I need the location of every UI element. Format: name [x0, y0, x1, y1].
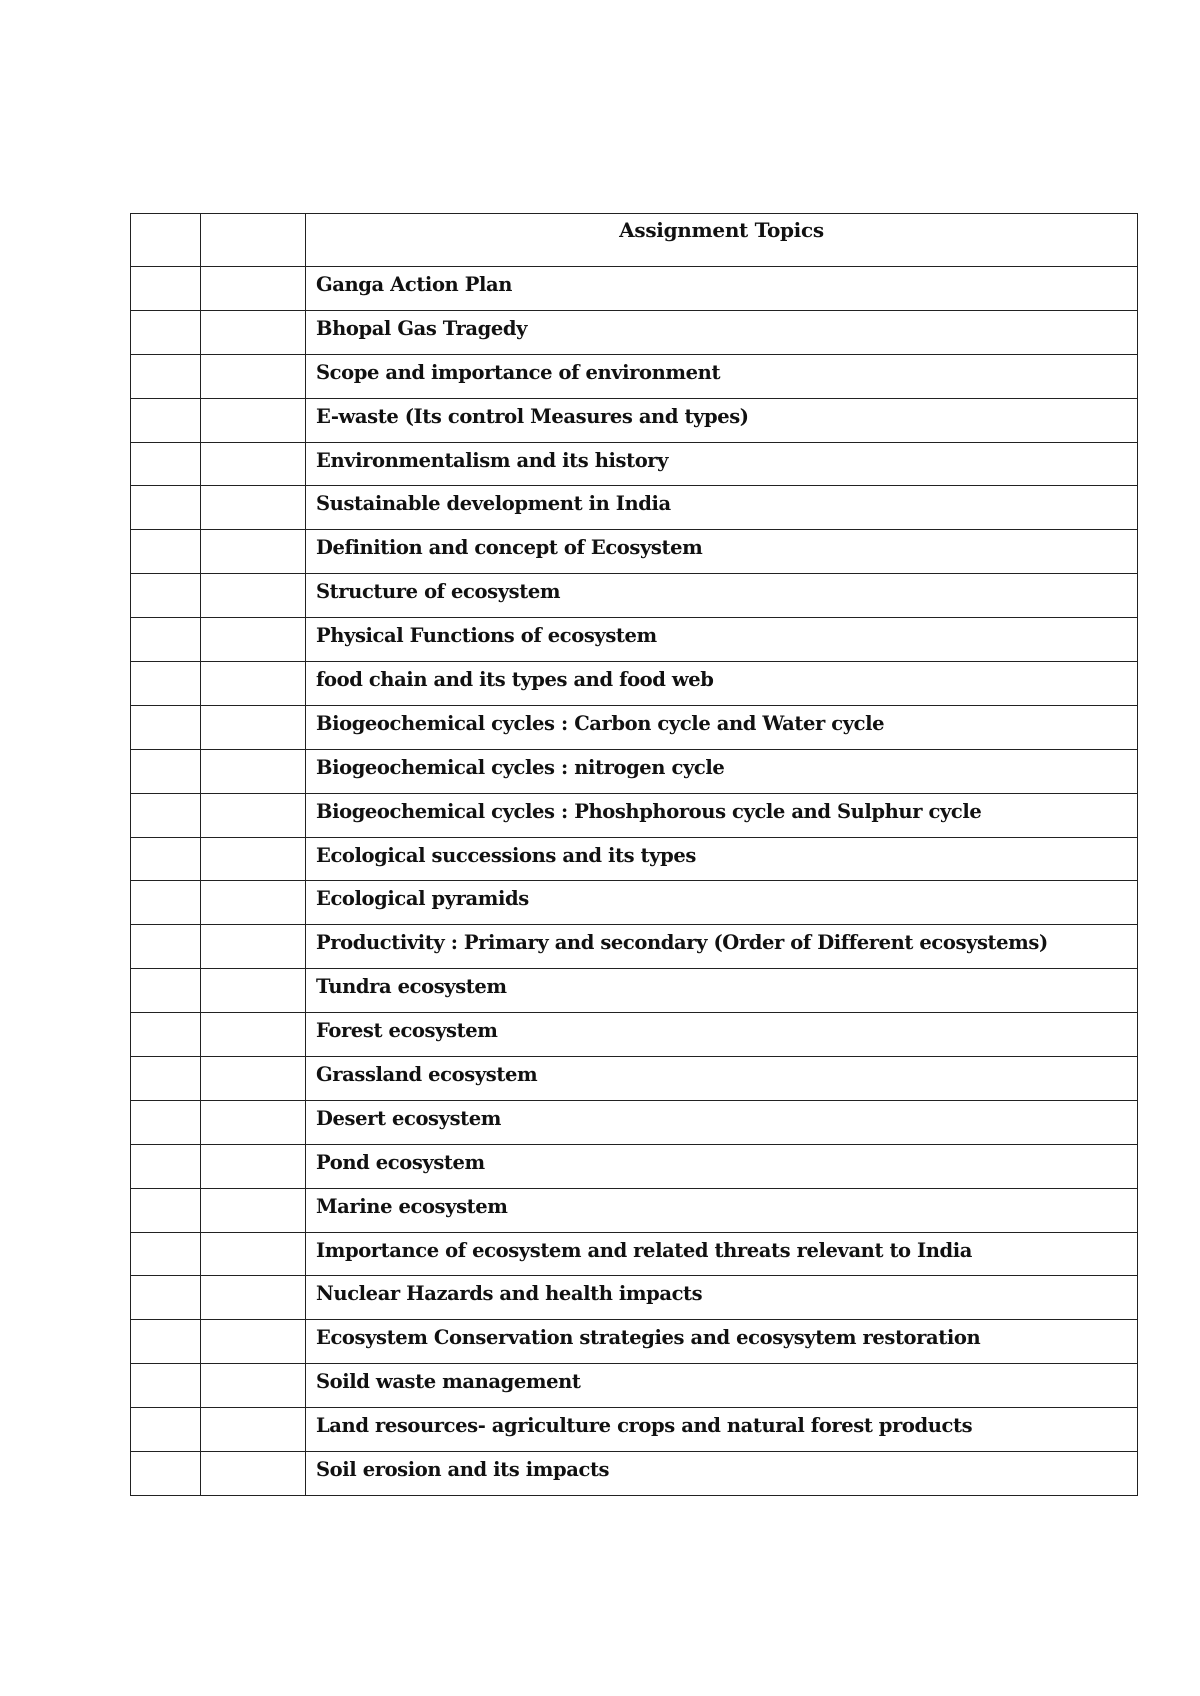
- table-row: [131, 749, 1138, 793]
- empty-cell: [131, 1232, 201, 1276]
- topic-text: Ecological successions and its types: [316, 843, 696, 867]
- empty-cell: [201, 1364, 306, 1408]
- table-row: [131, 1188, 1138, 1232]
- empty-cell: [201, 969, 306, 1013]
- table-row: [131, 881, 1138, 925]
- empty-cell: [201, 1276, 306, 1320]
- topic-text: Biogeochemical cycles : nitrogen cycle: [316, 755, 725, 779]
- empty-cell: [201, 486, 306, 530]
- topic-cell: [306, 354, 1138, 398]
- topic-cell: [306, 267, 1138, 311]
- topic-text: Scope and importance of environment: [316, 360, 721, 384]
- empty-cell: [201, 618, 306, 662]
- empty-cell: [201, 749, 306, 793]
- topic-cell: [306, 398, 1138, 442]
- topic-cell: [306, 1320, 1138, 1364]
- empty-cell: [201, 398, 306, 442]
- empty-cell: [201, 442, 306, 486]
- table-row: [131, 837, 1138, 881]
- topic-cell: [306, 1408, 1138, 1452]
- table-row: [131, 442, 1138, 486]
- empty-cell: [131, 925, 201, 969]
- topic-text: Tundra ecosystem: [316, 975, 507, 999]
- empty-cell: [131, 398, 201, 442]
- topic-text: Forest ecosystem: [316, 1019, 498, 1043]
- topic-text: Definition and concept of Ecosystem: [316, 536, 703, 560]
- topic-cell: [306, 793, 1138, 837]
- topic-text: Productivity : Primary and secondary (Order of Different ecosystems): [316, 931, 1048, 955]
- table-row: [131, 1408, 1138, 1452]
- topic-text: Soild waste management: [316, 1370, 581, 1394]
- table-row: [131, 1364, 1138, 1408]
- empty-cell: [201, 662, 306, 706]
- empty-cell: [201, 705, 306, 749]
- topic-cell: [306, 1013, 1138, 1057]
- table-row: [131, 1100, 1138, 1144]
- topic-cell: [306, 1276, 1138, 1320]
- topic-text: Environmentalism and its history: [316, 448, 669, 472]
- table-row: [131, 1452, 1138, 1496]
- topic-text: Marine ecosystem: [316, 1194, 508, 1218]
- table-row: [131, 1013, 1138, 1057]
- empty-cell: [201, 354, 306, 398]
- table-row: [131, 1144, 1138, 1188]
- empty-cell: [131, 837, 201, 881]
- topic-cell: [306, 1144, 1138, 1188]
- empty-cell: [201, 574, 306, 618]
- empty-cell: [201, 1232, 306, 1276]
- topic-text: Importance of ecosystem and related threats relevant to India: [316, 1238, 973, 1262]
- table-row: [131, 530, 1138, 574]
- topic-cell: [306, 881, 1138, 925]
- empty-cell: [201, 214, 306, 267]
- empty-cell: [131, 1100, 201, 1144]
- empty-cell: [201, 1320, 306, 1364]
- topic-cell: [306, 618, 1138, 662]
- empty-cell: [201, 1188, 306, 1232]
- topic-text: Pond ecosystem: [316, 1150, 485, 1174]
- topic-text: Sustainable development in India: [316, 492, 671, 516]
- table-row: [131, 486, 1138, 530]
- empty-cell: [201, 1452, 306, 1496]
- empty-cell: [201, 1013, 306, 1057]
- topic-text: food chain and its types and food web: [316, 668, 714, 692]
- empty-cell: [131, 662, 201, 706]
- topic-text: Ecological pyramids: [316, 887, 529, 911]
- empty-cell: [201, 793, 306, 837]
- empty-cell: [131, 1408, 201, 1452]
- table-row: [131, 925, 1138, 969]
- table-row: [131, 1276, 1138, 1320]
- empty-cell: [131, 530, 201, 574]
- topic-cell: [306, 530, 1138, 574]
- topic-cell: [306, 705, 1138, 749]
- topic-cell: [306, 310, 1138, 354]
- topic-cell: [306, 749, 1138, 793]
- table-row: [131, 354, 1138, 398]
- empty-cell: [131, 793, 201, 837]
- topic-cell: [306, 925, 1138, 969]
- empty-cell: [131, 214, 201, 267]
- topic-text: E-waste (Its control Measures and types): [316, 404, 749, 428]
- header-cell: [306, 214, 1138, 267]
- empty-cell: [201, 837, 306, 881]
- empty-cell: [201, 1100, 306, 1144]
- topic-cell: [306, 1057, 1138, 1101]
- empty-cell: [201, 1408, 306, 1452]
- table-row: [131, 618, 1138, 662]
- topic-text: Ganga Action Plan: [316, 273, 512, 296]
- topic-text: Land resources- agriculture crops and natural forest products: [316, 1414, 973, 1438]
- topic-cell: [306, 574, 1138, 618]
- topic-text: Bhopal Gas Tragedy: [316, 316, 527, 340]
- empty-cell: [131, 969, 201, 1013]
- topic-text: Ecosystem Conservation strategies and ecosysytem restoration: [316, 1326, 981, 1350]
- empty-cell: [131, 1188, 201, 1232]
- topic-text: Physical Functions of ecosystem: [316, 624, 657, 648]
- empty-cell: [201, 1057, 306, 1101]
- empty-cell: [201, 530, 306, 574]
- topic-text: Grassland ecosystem: [316, 1063, 538, 1087]
- topic-text: Biogeochemical cycles : Carbon cycle and Water cycle: [316, 711, 885, 735]
- table-row: [131, 310, 1138, 354]
- empty-cell: [131, 1144, 201, 1188]
- empty-cell: [131, 618, 201, 662]
- empty-cell: [201, 881, 306, 925]
- empty-cell: [131, 310, 201, 354]
- empty-cell: [131, 1364, 201, 1408]
- topic-text: Desert ecosystem: [316, 1106, 501, 1130]
- topic-cell: [306, 1364, 1138, 1408]
- empty-cell: [131, 267, 201, 311]
- empty-cell: [201, 267, 306, 311]
- topic-cell: [306, 1188, 1138, 1232]
- empty-cell: [131, 574, 201, 618]
- table-row: [131, 1057, 1138, 1101]
- empty-cell: [131, 881, 201, 925]
- table-row: [131, 1232, 1138, 1276]
- table-row: [131, 1320, 1138, 1364]
- table-row: [131, 793, 1138, 837]
- table-row: [131, 705, 1138, 749]
- empty-cell: [131, 354, 201, 398]
- empty-cell: [131, 705, 201, 749]
- empty-cell: [131, 486, 201, 530]
- table-header-row: [131, 214, 1138, 267]
- empty-cell: [131, 442, 201, 486]
- empty-cell: [201, 925, 306, 969]
- empty-cell: [131, 1452, 201, 1496]
- topic-text: Soil erosion and its impacts: [316, 1458, 610, 1482]
- empty-cell: [201, 1144, 306, 1188]
- empty-cell: [131, 1057, 201, 1101]
- table-row: [131, 574, 1138, 618]
- topic-text: Structure of ecosystem: [316, 580, 561, 604]
- empty-cell: [131, 1276, 201, 1320]
- topic-text: Biogeochemical cycles : Phoshphorous cycle and Sulphur cycle: [316, 799, 982, 823]
- topic-cell: [306, 662, 1138, 706]
- topic-text: Nuclear Hazards and health impacts: [316, 1282, 703, 1306]
- empty-cell: [131, 749, 201, 793]
- topic-cell: [306, 1232, 1138, 1276]
- topic-cell: [306, 442, 1138, 486]
- topic-cell: [306, 1452, 1138, 1496]
- empty-cell: [131, 1320, 201, 1364]
- table-row: [131, 662, 1138, 706]
- topic-cell: [306, 969, 1138, 1013]
- table-row: [131, 398, 1138, 442]
- topic-cell: [306, 486, 1138, 530]
- table-header-title: Assignment Topics: [619, 218, 824, 242]
- table-row: [131, 267, 1138, 311]
- empty-cell: [131, 1013, 201, 1057]
- topic-cell: [306, 837, 1138, 881]
- table-row: [131, 969, 1138, 1013]
- empty-cell: [201, 310, 306, 354]
- assignment-topics-table: [130, 213, 1138, 1496]
- topic-cell: [306, 1100, 1138, 1144]
